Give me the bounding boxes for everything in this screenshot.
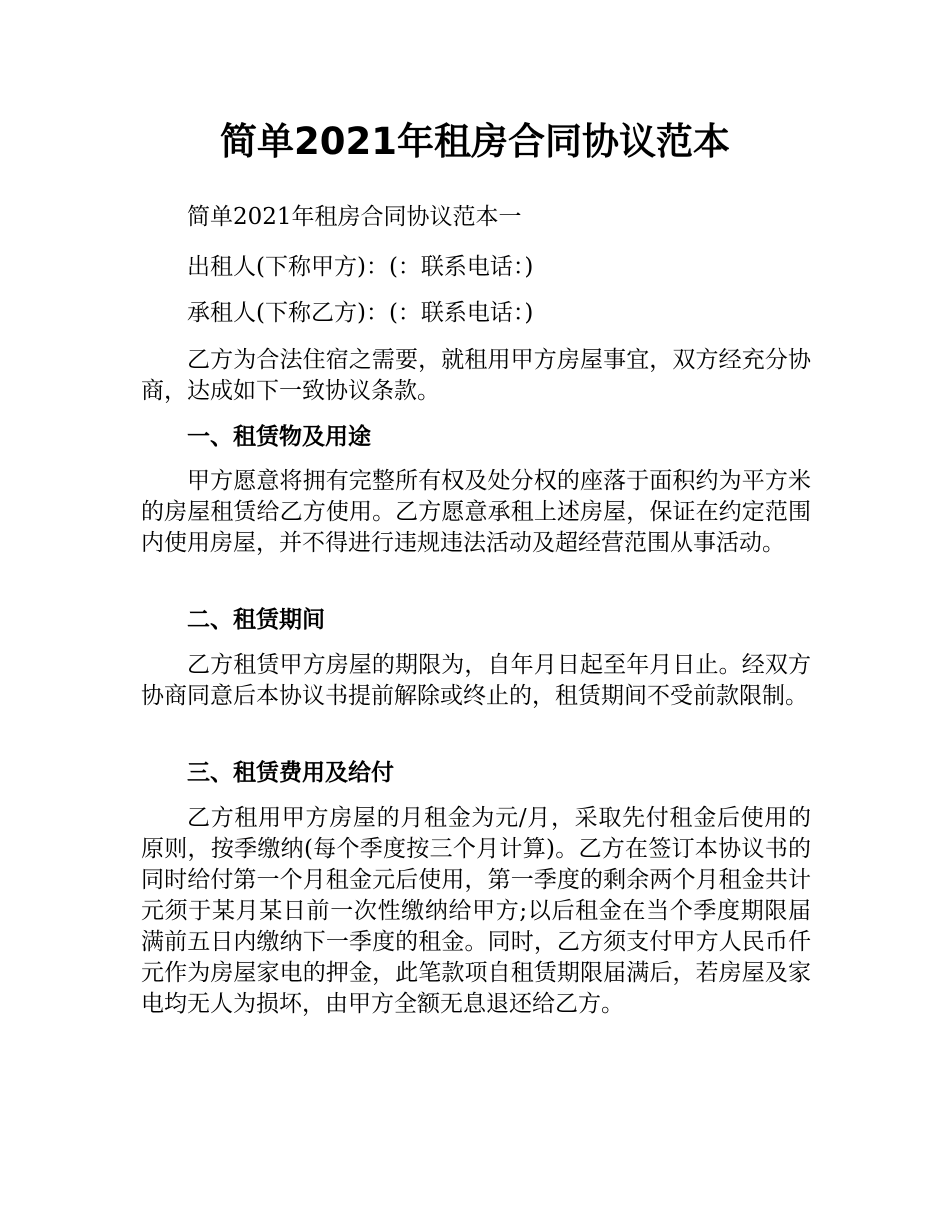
intro-line: 简单2021年租房合同协议范本一	[187, 204, 522, 230]
section-heading-1: 一、租赁物及用途	[187, 424, 371, 450]
section-3-paragraph: 乙方租用甲方房屋的月租金为元/月，采取先付租金后使用的原则，按季缴纳(每个季度按三个月计算)。乙方在签订本协议书的同时给付第一个月租金元后使用，第一季度的剩余两个月租金共计元须于某月某日前一次性缴纳给甲方;以后租金在当个季度期限届满前五日内缴纳下一季度的租金。同时，乙方须支付甲方人民币仟元作为房屋家电的押金，此笔款项自租赁期限届满后，若房屋及家电均无人为损坏，由甲方全额无息退还给乙方。	[141, 805, 811, 1017]
section-heading-3: 三、租赁费用及给付	[187, 760, 394, 786]
section-heading-2: 二、租赁期间	[187, 607, 325, 633]
document-title: 简单2021年租房合同协议范本	[220, 120, 730, 163]
lessor-line: 出租人(下称甲方)：(：联系电话：)	[187, 254, 534, 280]
section-1-paragraph: 甲方愿意将拥有完整所有权及处分权的座落于面积约为平方米的房屋租赁给乙方使用。乙方愿意承租上述房屋，保证在约定范围内使用房屋，并不得进行违规违法活动及超经营范围从事活动。	[141, 468, 811, 556]
agreement-purpose-paragraph: 乙方为合法住宿之需要，就租用甲方房屋事宜，双方经充分协商，达成如下一致协议条款。	[141, 347, 811, 404]
section-2-paragraph: 乙方租赁甲方房屋的期限为，自年月日起至年月日止。经双方协商同意后本协议书提前解除或终止的，租赁期间不受前款限制。	[141, 652, 811, 709]
lessee-line: 承租人(下称乙方)：(：联系电话：)	[187, 300, 534, 326]
